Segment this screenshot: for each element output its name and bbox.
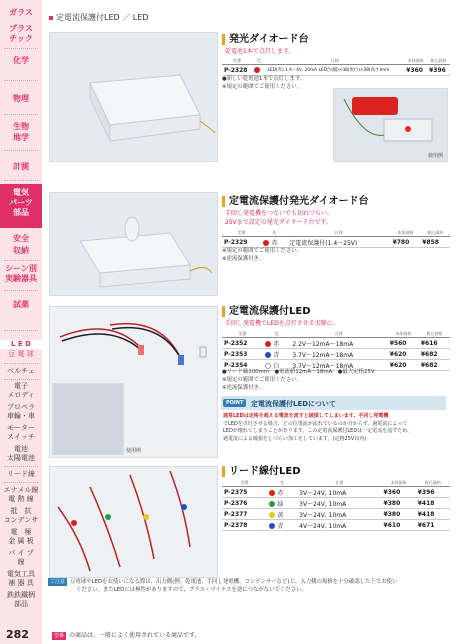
product-photo-protected-stand xyxy=(49,192,218,296)
product-photo-protected-led xyxy=(49,306,218,458)
product-photo-led-stand xyxy=(49,32,218,162)
product-photo-lead-led xyxy=(49,466,218,578)
color-dot-icon xyxy=(269,490,275,496)
table-row: P-2329 赤 定電流保護付(1.4〜25V) ¥780 ¥858 xyxy=(222,237,450,248)
sub-resistor[interactable]: 抵 抗 xyxy=(10,507,32,515)
table-row: P-2377 黄 3V〜24V, 10mA ¥380 ¥418 xyxy=(222,509,450,520)
usage-photo-1 xyxy=(333,88,448,162)
sub-motor[interactable]: モーター xyxy=(7,424,35,432)
sub-heating[interactable]: 電 熱 線 xyxy=(8,495,34,503)
sub-melody[interactable]: メロディ xyxy=(7,391,35,399)
sub-pipe[interactable]: パ イ プ xyxy=(8,549,34,557)
sub-electrode[interactable]: 電 極 xyxy=(10,528,32,536)
sub-parts[interactable]: 部品 xyxy=(14,600,28,608)
color-dot-icon xyxy=(269,523,275,529)
point-title: 定電流保護付LEDについて xyxy=(251,400,336,408)
section2-note-2: ※逆流保護付き。 xyxy=(222,256,265,262)
sub-peltier[interactable]: ベルチェ xyxy=(7,367,35,375)
cat-electrical-parts[interactable] xyxy=(0,184,42,228)
table-row: P-2378 青 4V〜24V, 10mA ¥610 ¥671 xyxy=(222,520,450,531)
point-line-1: 通常LEDは定格を超える電流を流すと破損してしまいます。手回し発電機 xyxy=(223,413,389,419)
sub-battery[interactable]: 電池 xyxy=(14,445,28,453)
sub-metal[interactable]: 金 属 板 xyxy=(8,537,34,545)
cat-storage[interactable]: 収納 xyxy=(13,246,29,255)
section1-note-1: ●新しい乾電池1本で点灯します。 xyxy=(222,76,306,82)
sub-lead-wire[interactable]: リード線 xyxy=(7,470,35,478)
caution-note xyxy=(48,578,453,594)
section1-note-2: ※規定の範囲でご使用ください。 xyxy=(222,84,302,90)
sub-propeller[interactable]: プロペラ xyxy=(7,403,35,411)
section3-note-2: ※規定の範囲でご使用ください。 xyxy=(222,377,302,383)
caution-tag: ご注意 xyxy=(50,579,66,585)
photo-caption-2: 使用例 xyxy=(126,448,142,454)
caution-line-2: ください。またLEDには極性がありますので、プラス・マイナスを逆につながないでください。 xyxy=(76,587,307,593)
cat-electrical-label-3: 部品 xyxy=(13,208,29,217)
cat-glass[interactable]: ガラス xyxy=(9,8,33,17)
table-row: P-2376 緑 3V〜24V, 10mA ¥380 ¥418 xyxy=(222,498,450,509)
section2-title: 定電流保護付発光ダイオード台 xyxy=(222,196,369,207)
section2-table: 型番 色 仕様 本体価格 税込価格 P-2329 赤 定電流保護付(1.4〜25V) ¥780 ¥858 xyxy=(222,230,450,248)
cat-chemistry[interactable]: 化学 xyxy=(13,56,29,65)
cat-plastic-2[interactable]: チック xyxy=(9,34,33,43)
cat-electrical-label-1: 電気 xyxy=(13,188,29,197)
page-number: 282 xyxy=(6,628,29,641)
cat-scene-1[interactable]: シーン別 xyxy=(5,264,37,273)
cat-biology[interactable]: 生物 xyxy=(13,122,29,131)
color-dot-icon xyxy=(265,341,271,347)
category-sidebar xyxy=(0,0,42,644)
table-row: P-2328 LED(赤) 1.4〜4V, 20mA LED台(幅)×38(奥行)×38(高さ)mm ¥360 ¥396 xyxy=(222,65,450,76)
cat-measurement[interactable]: 計測 xyxy=(13,162,29,171)
table-row: P-2354 白 3.7V〜12mA〜18mA ¥620 ¥682 xyxy=(222,360,450,371)
usage-photo-2 xyxy=(52,383,124,455)
sub-switch[interactable]: スイッチ xyxy=(7,433,35,441)
sub-tools[interactable]: 電気工具 xyxy=(7,570,35,578)
section1-subtitle: 乾電池1本で点灯します。 xyxy=(225,48,295,55)
sub-electronic[interactable]: 電子 xyxy=(14,382,28,390)
section1-table: 型番 色 仕様 本体価格 税込価格 P-2328 LED(赤) 1.4〜4V, 20mA LED台(幅)×38(奥行)×38(高さ)mm ¥360 ¥396 xyxy=(222,58,450,76)
color-dot-icon xyxy=(254,67,260,73)
cat-safety[interactable]: 安全 xyxy=(13,234,29,243)
point-box xyxy=(221,396,446,443)
section4-table: 型番 色 仕様 本体価格 税込価格 P-2375 赤 3V〜24V, 10mA ¥360 ¥396 P-2376 緑 3V〜24V, 10mA ¥380 ¥418 P-2377 黄 3V〜24V, 10mA ¥380 ¥418 P-2378 青 4V〜24V, 10mA ¥610 ¥671 xyxy=(222,480,450,531)
table-row: P-2353 青 3.7V〜12mA〜18mA ¥620 ¥682 xyxy=(222,349,450,360)
sub-bulb[interactable]: 豆 電 球 xyxy=(8,350,34,358)
section3-title: 定電流保護付LED xyxy=(222,306,311,317)
section4-title: リード線付LED xyxy=(222,466,301,477)
photo-caption: 使用例 xyxy=(427,153,443,159)
cat-reagent[interactable]: 試薬 xyxy=(13,300,29,309)
sub-wheel[interactable]: 車輪・車 xyxy=(7,412,35,420)
color-dot-icon xyxy=(269,501,275,507)
footer-tag: 型番 xyxy=(54,633,65,639)
sub-aux[interactable]: 補 器 具 xyxy=(8,579,34,587)
point-line-2: でLEDを点灯させる場合、どの位電流が流れているのか分からず、過電流によって xyxy=(223,420,408,427)
sub-capacitor[interactable]: コンデンサ xyxy=(3,516,39,524)
sub-wire[interactable]: 線 xyxy=(17,558,25,566)
color-dot-icon xyxy=(263,240,269,246)
sub-led[interactable]: L E D xyxy=(0,340,42,349)
sub-misc[interactable]: 鉄鉄鐵柄 xyxy=(7,591,35,599)
lead-led-illustration xyxy=(50,467,217,577)
section3-note-3: ※逆流保護付き。 xyxy=(222,385,265,391)
point-line-4: 過電流による破損をしづらい加工をしています。(定格25V以内) xyxy=(223,435,367,442)
section3-note-1: ●リード線100mm ●電流値12mA〜18mA ●最大定格25V xyxy=(222,369,375,375)
page-footer xyxy=(0,622,462,644)
battery-illustration xyxy=(334,89,447,161)
point-tag: POINT xyxy=(223,399,246,407)
sub-enamel[interactable]: エナメル線 xyxy=(3,486,39,494)
cat-physics[interactable]: 物理 xyxy=(13,94,29,103)
led-stand-illustration xyxy=(50,33,217,161)
cat-electrical-label-2: パーツ xyxy=(9,198,33,207)
table-row: P-2375 赤 3V〜24V, 10mA ¥360 ¥396 xyxy=(222,487,450,498)
caution-line-1: 豆電球やLEDをお使いになる際は、出力側(例：乾電池、手回し発電機、コンデンサーなど)と、入力側の規格を十分確認した上でお使い xyxy=(70,579,398,585)
cat-scene-2[interactable]: 実験器具 xyxy=(5,274,37,283)
sub-solar[interactable]: 太陽電池 xyxy=(7,454,35,462)
section2-subtitle-1: 手回し発電機をつないでも切れづらい。 xyxy=(225,210,333,217)
cat-earth[interactable]: 地学 xyxy=(13,133,29,142)
breadcrumb xyxy=(49,12,148,23)
section1-title: 発光ダイオード台 xyxy=(222,34,309,45)
footer-note-text: の商品は、一般によく使用されている商品です。 xyxy=(69,632,201,639)
color-dot-icon xyxy=(269,512,275,518)
bullet-icon xyxy=(49,16,53,20)
point-line-3: LEDが壊れてしまうことがあります。この定電流保護付LEDは一定電流を流すため、 xyxy=(223,428,412,434)
point-body xyxy=(221,410,446,443)
section2-subtitle-2: 25Vまで設定の発光ダイオード台です。 xyxy=(225,219,332,226)
section3-table: 型番 色 仕様 本体価格 税込価格 P-2352 赤 2.2V〜12mA〜18mA ¥560 ¥616 P-2353 青 3.7V〜12mA〜18mA ¥620 ¥682 P-2354 白 3.7V〜12mA〜18mA ¥620 ¥682 xyxy=(222,331,450,371)
color-dot-icon xyxy=(265,352,271,358)
cat-plastic-1[interactable]: プラス xyxy=(9,24,33,33)
breadcrumb-text: 定電流保護付LED ／ LED xyxy=(56,13,149,22)
section3-subtitle: 手回し発電機でLEDを点灯させる実験に。 xyxy=(225,320,339,327)
protected-stand-illustration xyxy=(50,193,217,295)
point-header xyxy=(221,396,446,410)
section2-note-1: ※規定の範囲でご使用ください。 xyxy=(222,248,302,254)
table-row: P-2352 赤 2.2V〜12mA〜18mA ¥560 ¥616 xyxy=(222,338,450,349)
footer-note xyxy=(52,630,201,639)
